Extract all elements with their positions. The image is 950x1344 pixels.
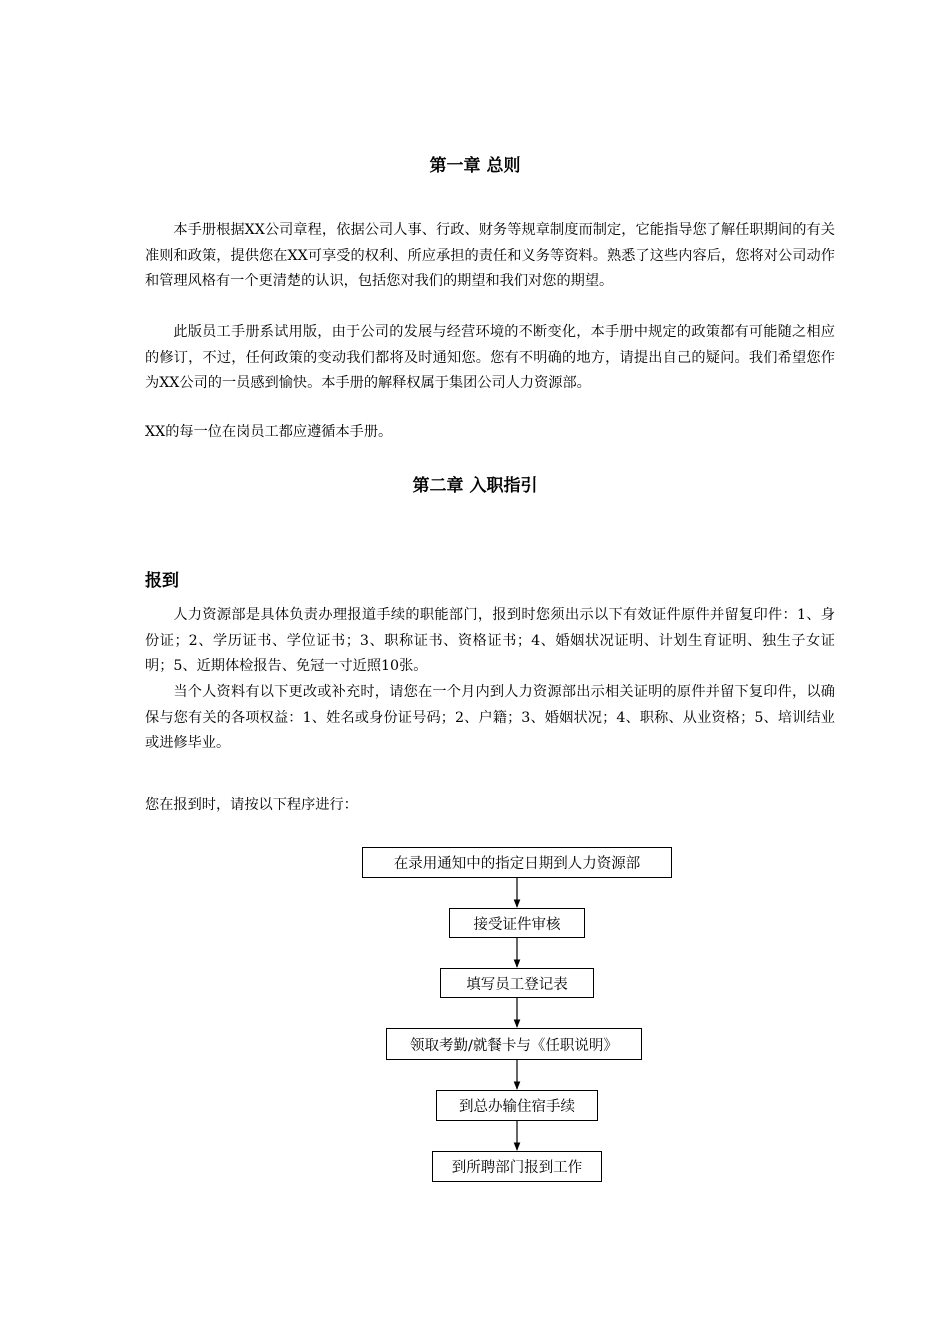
section-heading-report: 报到 [145, 571, 179, 591]
flow-step-2: 接受证件审核 [449, 908, 585, 938]
flow-step-4: 领取考勤/就餐卡与《任职说明》 [386, 1028, 642, 1060]
flow-step-1: 在录用通知中的指定日期到人力资源部 [362, 847, 672, 878]
flow-step-6: 到所聘部门报到工作 [432, 1151, 602, 1182]
chapter-2-title: 第二章 入职指引 [412, 476, 538, 496]
flow-step-3: 填写员工登记表 [440, 968, 594, 998]
chapter-1-paragraph-2: 此版员工手册系试用版，由于公司的发展与经营环境的不断变化，本手册中规定的政策都有可能随之相应的修订，不过，任何政策的变动我们都将及时通知您。您有不明确的地方，请提出自己的疑问。我们希望您作为XX公司的一员感到愉快。本手册的解释权属于集团公司人力资源部。 [145, 324, 835, 392]
flow-step-5: 到总办输住宿手续 [436, 1090, 598, 1121]
chapter-1-paragraph-1: 本手册根据XX公司章程，依据公司人事、行政、财务等规章制度而制定，它能指导您了解任职期间的有关准则和政策，提供您在XX可享受的权利、所应承担的责任和义务等资料。熟悉了这些内容后，您将对公司动作和管理风格有一个更清楚的认识，包括您对我们的期望和我们对您的期望。 [145, 222, 835, 290]
report-intro: 您在报到时，请按以下程序进行： [145, 797, 358, 813]
chapter-1-closing: XX的每一位在岗员工都应遵循本手册。 [145, 424, 393, 440]
chapter-1-title: 第一章 总则 [429, 156, 521, 176]
report-paragraph-2: 当个人资料有以下更改或补充时，请您在一个月内到人力资源部出示相关证明的原件并留下复印件，以确保与您有关的各项权益：1、姓名或身份证号码；2、户籍；3、婚姻状况；4、职称、从业资格；5、培训结业或进修毕业。 [145, 684, 835, 752]
report-paragraph-1: 人力资源部是具体负责办理报道手续的职能部门，报到时您须出示以下有效证件原件并留复印件：1、身份证；2、学历证书、学位证书；3、职称证书、资格证书；4、婚姻状况证明、计划生育证明、独生子女证明；5、近期体检报告、免冠一寸近照10张。 [145, 607, 835, 675]
